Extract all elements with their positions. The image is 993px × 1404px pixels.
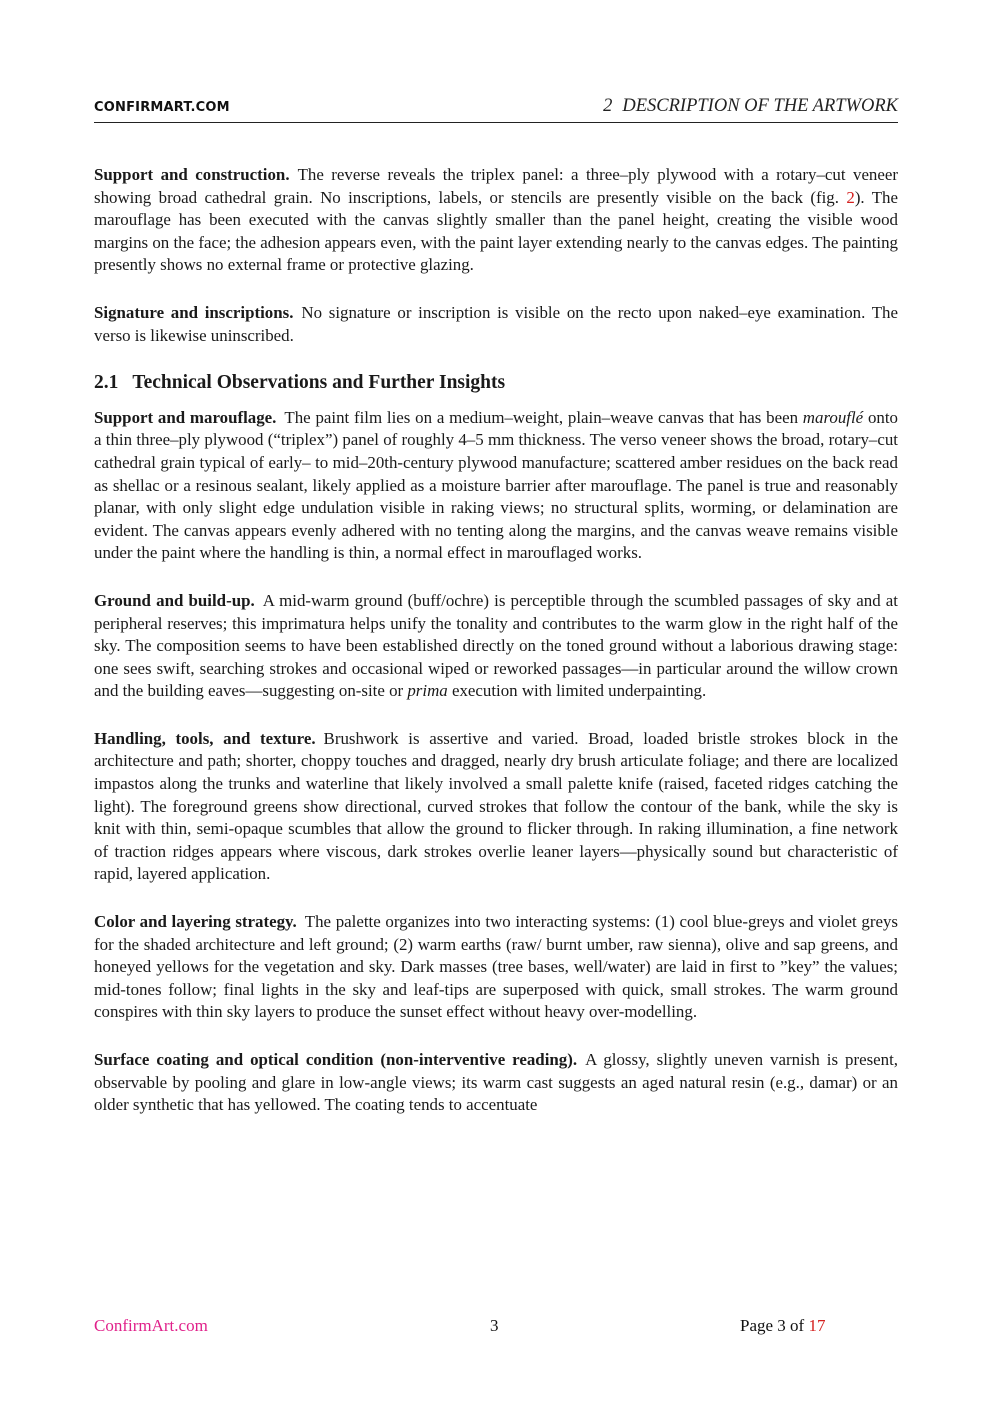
section-number: 2 [603, 96, 613, 116]
section-title: DESCRIPTION OF THE ARTWORK [622, 96, 898, 116]
paragraph-color [94, 911, 898, 1024]
paragraph-handling [94, 728, 898, 886]
figure-reference-link[interactable]: 2 [846, 187, 855, 207]
paragraph-text: A mid-warm ground (buff/ochre) is perceptible through the scumbled passages of sky and at peripheral reserves; this imprimatura helps unify the tonality and contributes to the warm glow in the right half of the sky. The composition seems to have been established directly on the toned ground without a laborious drawing stage: one sees swift, searching strokes and occasional wiped or reworked passages—in particular around the willow crown and the building eaves—suggesting on-site or [94, 590, 898, 701]
paragraph-title: Handling, tools, and texture. [94, 728, 316, 748]
subsection-title: Technical Observations and Further Insights [132, 372, 506, 394]
paragraph-text: Brushwork is assertive and varied. Broad, loaded bristle strokes block in the architecture and path; shorter, choppy touches and dragged, nearly dry brush articulate foliage; and there are localized impastos along the trunks and waterline that likely involved a small palette knife (raised, faceted ridges catching the light). The foreground greens show directional, curved strokes that follow the contour of the bank, while the sky is knit with thin, semi-opaque scumbles that allow the ground to flicker through. In raking illumination, a fine network of traction ridges appears where viscous, dark strokes overlie leaner layers—physically sound but characteristic of rapid, layered application. [94, 728, 898, 884]
paragraph-title: Ground and build-up. [94, 590, 255, 610]
footer-page-number: 3 [490, 1316, 499, 1335]
paragraph-text: ). The marouflage has been executed with the canvas slightly smaller than the panel height, creating the visible wood margins on the face; the adhesion appears even, with the paint layer extending nearly to the canvas edges. The painting presently shows no external frame or protective glazing. [94, 187, 899, 275]
running-section-title [603, 96, 898, 117]
paragraph-surface [94, 1049, 898, 1117]
footer-page-count [740, 1316, 825, 1336]
page-of-label: Page 3 of [740, 1316, 809, 1335]
paragraph-title: Signature and inscriptions. [94, 302, 294, 322]
paragraph-ground [94, 590, 898, 703]
paragraph-support-construction [94, 164, 898, 277]
paragraph-text: No signature or inscription is visible on the recto upon naked–eye examination. The verso is likewise uninscribed. [94, 302, 899, 345]
italic-term: prima [407, 681, 448, 701]
paragraph-title: Support and marouflage. [94, 407, 277, 427]
paragraph-text: The palette organizes into two interacting systems: (1) cool blue-greys and violet greys for the shaded architecture and left ground; (2) warm earths (raw/ burnt umber, raw sienna), olive and sap greens, and honeyed yellows for the vegetation and sky. Dark masses (tree bases, well/water) are laid in first to ”key” the values; mid-tones follow; final lights in the sky and leaf-tips are superposed with quick, small strokes. The warm ground conspires with thin sky layers to produce the sunset effect without heavy over-modelling. [94, 912, 898, 1022]
paragraph-signature [94, 302, 898, 347]
subsection-heading [94, 372, 898, 395]
paragraph-text: onto a thin three–ply plywood (“triplex”) panel of roughly 4–5 mm thickness. The verso veneer shows the broad, rotary–cut cathedral grain typical of early– to mid–20th-century plywood manufacture; scattered amber residues on the back read as shellac or a resinous sealant, likely applied as a moisture barrier after marouflage. The panel is true and reasonably planar, with only slight edge undulation visible in raking views; no structural splits, worming, or delamination are evident. The canvas appears evenly adhered with no tenting along the margins, and the canvas weave remains visible under the paint where the handling is thin, a normal effect in marouflaged works. [94, 407, 898, 563]
page-body [94, 164, 898, 1142]
subsection-number: 2.1 [94, 372, 119, 394]
page-header [94, 96, 898, 123]
paragraph-text: execution with limited underpainting. [447, 681, 707, 701]
paragraph-support-marouflage [94, 407, 898, 565]
paragraph-text: The reverse reveals the triplex panel: a three–ply plywood with a rotary–cut veneer showing broad cathedral grain. No inscriptions, labels, or stencils are presently visible on the back (fig. [94, 165, 899, 207]
italic-term: marouflé [802, 407, 864, 427]
total-pages-link[interactable]: 17 [808, 1316, 826, 1335]
paragraph-title: Surface coating and optical condition (non-interventive reading). [94, 1050, 578, 1069]
paragraph-text: A glossy, slightly uneven varnish is present, observable by pooling and glare in low-angle views; its warm cast suggests an aged natural resin (e.g., damar) or an older synthetic that has yellowed. The coating tends to accentuate [94, 1050, 899, 1115]
paragraph-title: Color and layering strategy. [94, 912, 297, 932]
paragraph-title: Support and construction. [94, 165, 290, 184]
footer-site-link[interactable]: ConfirmArt.com [94, 1316, 208, 1335]
site-logo: CONFIRMART.COM [94, 100, 230, 115]
page-footer [94, 1316, 898, 1340]
paragraph-text: The paint film lies on a medium–weight, plain–weave canvas that has been [284, 407, 803, 427]
